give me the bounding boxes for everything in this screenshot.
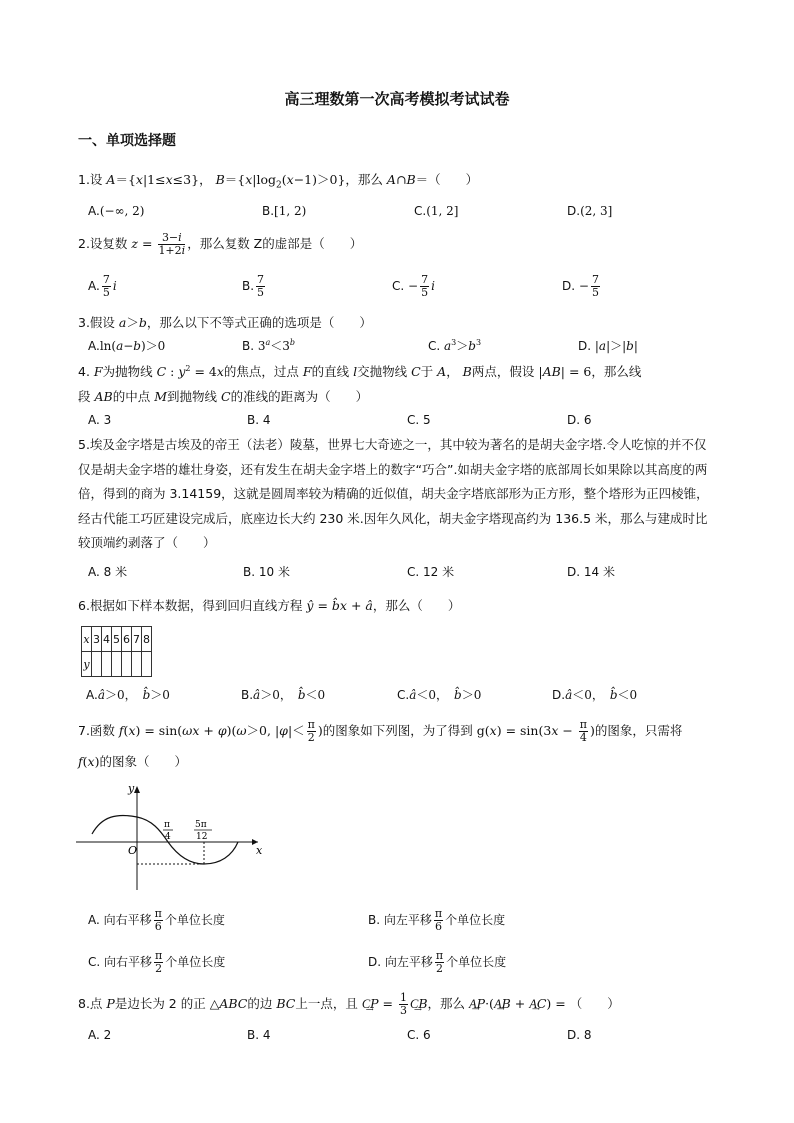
question-7-line2: f(x)的图象（ ） [78, 754, 187, 769]
q2-option-d[interactable]: D. − $\frac{7}{5}$ [562, 273, 599, 299]
q1-sep: ， [199, 172, 212, 187]
q2-option-b[interactable]: B. $\frac{7}{5}$ [242, 273, 265, 299]
q1-mid: ，那么 [345, 172, 383, 187]
q7-option-b[interactable]: B. 向左平移 $\frac{\pi}{6}$ 个单位长度 [368, 907, 506, 933]
q1-option-b[interactable]: B.[1, 2) [262, 204, 307, 218]
q5-option-d[interactable]: D. 14 米 [567, 565, 615, 579]
axis-y-label: y [128, 782, 135, 795]
origin-label: O [128, 844, 138, 857]
tick-pi4-num: π [164, 820, 170, 830]
question-6: 6.根据如下样本数据，得到回归直线方程 ŷ = b̂x + â，那么（ ） [78, 598, 461, 613]
q6-option-a[interactable]: A.â＞0， b̂＞0 [86, 688, 170, 702]
table-row: y [82, 652, 152, 677]
q4-option-a[interactable]: A. 3 [88, 413, 112, 427]
page-title: 高三理数第一次高考模拟考试试卷 [284, 90, 510, 108]
question-2: 2.设复数 z = $\frac{3-i}{1+2i}$ ，那么复数 Z的虚部是（ ） [78, 231, 363, 257]
q7-option-c[interactable]: C. 向右平移 $\frac{\pi}{2}$ 个单位长度 [88, 949, 226, 975]
q1-prefix: 1.设 [78, 172, 103, 187]
q1-option-a[interactable]: A.(−∞, 2) [88, 204, 145, 218]
function-graph [72, 780, 272, 895]
tick-5pi12-num: 5π [195, 820, 207, 830]
q2-option-a[interactable]: A. $\frac{7}{5}$ i [88, 273, 117, 299]
q1-option-c[interactable]: C.(1, 2] [414, 204, 459, 218]
q8-option-a[interactable]: A. 2 [88, 1028, 112, 1042]
table-row: x 3 4 5 6 7 8 [82, 627, 152, 652]
q7-option-a[interactable]: A. 向右平移 $\frac{\pi}{6}$ 个单位长度 [88, 907, 225, 933]
q1-tail: （ ） [428, 172, 479, 187]
q2-option-c[interactable]: C. − $\frac{7}{5}$ i [392, 273, 435, 299]
q8-option-b[interactable]: B. 4 [247, 1028, 271, 1042]
q6-option-d[interactable]: D.â＜0， b̂＜0 [552, 688, 638, 702]
q8-option-d[interactable]: D. 8 [567, 1028, 592, 1042]
tick-pi4-den: 4 [165, 832, 171, 842]
q3-option-c[interactable]: C. $a^3>b^3$ [428, 338, 482, 353]
q5-option-a[interactable]: A. 8 米 [88, 565, 128, 579]
q4-option-c[interactable]: C. 5 [407, 413, 431, 427]
q4-option-d[interactable]: D. 6 [567, 413, 592, 427]
q3-option-b[interactable]: B. $3^a<3^b$ [242, 338, 296, 353]
question-8: 8.点 P是边长为 2 的正 △ABC的边 BC上一点，且 C͢P = $\frac{1}{3}$ C͢B，那么 A͢P·(A͢B + A͢C) = （ ） [78, 991, 620, 1017]
sample-table [81, 626, 152, 677]
question-4-line1: 4. F为抛物线 C : $y^2 = 4x$的焦点，过点 F的直线 l交抛物线 C于 A， B两点，假设 |AB| = 6，那么线 [78, 363, 642, 379]
q7-option-d[interactable]: D. 向左平移 $\frac{\pi}{2}$ 个单位长度 [368, 949, 507, 975]
question-4-line2: 段 AB的中点 M到抛物线 C的准线的距离为（ ） [78, 389, 369, 404]
q3-option-a[interactable]: A.ln(a−b)＞0 [88, 339, 166, 353]
q5-option-c[interactable]: C. 12 米 [407, 565, 455, 579]
q6-option-b[interactable]: B.â＞0， b̂＜0 [241, 688, 326, 702]
tick-5pi12-den: 12 [196, 832, 208, 842]
axis-x-label: x [256, 844, 263, 857]
q1-option-d[interactable]: D.(2, 3] [567, 204, 613, 218]
question-3: 3.假设 a＞b，那么以下不等式正确的选项是（ ） [78, 315, 372, 330]
q5-option-b[interactable]: B. 10 米 [243, 565, 290, 579]
question-7-line1: 7.函数 f(x) = sin(ωx + φ)(ω＞0, |φ|＜ $\frac{\pi}{2}$ )的图象如下列图，为了得到 g(x) = sin(3x − $\frac{\pi}{4}$ )的图象，只需将 [78, 718, 683, 744]
section-heading: 一、单项选择题 [78, 133, 176, 149]
question-5: 5.埃及金字塔是古埃及的帝王（法老）陵墓，世界七大奇迹之一，其中较为著名的是胡夫金字塔.令人吃惊的并不仅仅是胡夫金字塔的雄壮身姿，还有发生在胡夫金字塔上的数字“巧合”.如胡夫金字塔的底部周长如果除以其高度的两倍，得到的商为 3.14159，这就是圆周率较为精确的近似值，胡夫金字塔底部形为正方形，整个塔形为正四棱锥，经古代能工巧匠建设完成后，底座边长大约 230 米.因年久风化，胡夫金字塔现高约为 136.5 米，那么与建成时比较顶端约剥落了（ ） [78, 437, 709, 550]
q3-option-d[interactable]: D. |a|＞|b| [578, 339, 638, 353]
q8-option-c[interactable]: C. 6 [407, 1028, 431, 1042]
q6-option-c[interactable]: C.â＜0， b̂＞0 [397, 688, 482, 702]
question-1: 1.设 A＝{x|1≤x≤3}， $B=\{x|\log_2(x-1)>0\}$，那么 A∩B＝（ ） [78, 172, 479, 191]
q4-option-b[interactable]: B. 4 [247, 413, 271, 427]
